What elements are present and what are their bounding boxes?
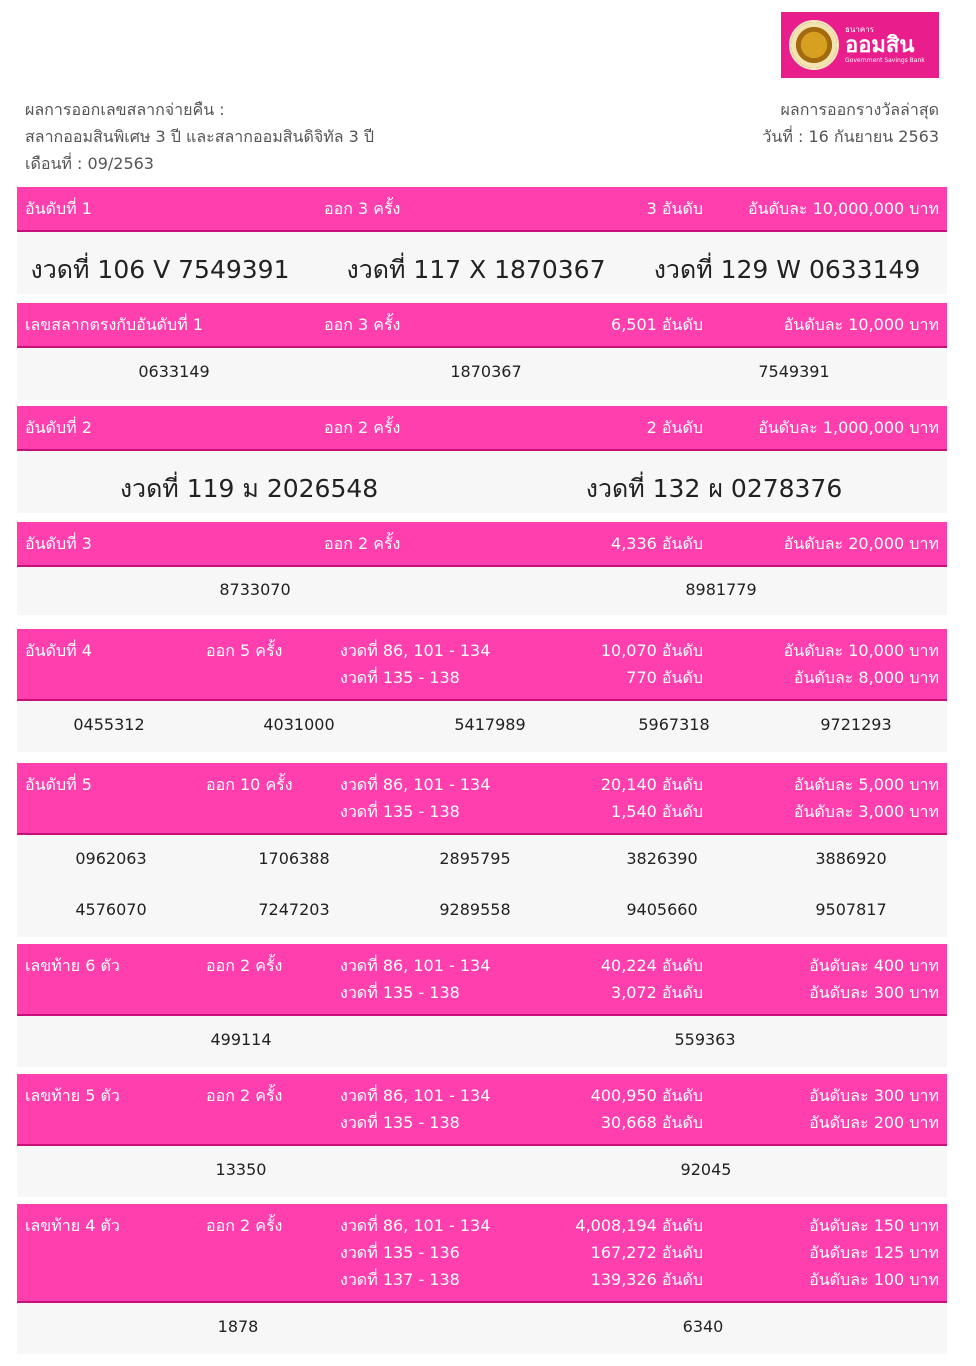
section-draws: ออก 5 ครั้ง bbox=[206, 641, 283, 660]
winning-number: 0455312 bbox=[73, 715, 145, 734]
section-title: เลขท้าย 6 ตัว bbox=[25, 956, 120, 975]
section-header-bar bbox=[17, 1204, 947, 1303]
seal-icon bbox=[789, 20, 839, 70]
section-period: งวดที่ 86, 101 - 134 bbox=[340, 956, 491, 975]
winning-number: งวดที่ 117 X 1870367 bbox=[346, 255, 606, 284]
section-period: งวดที่ 135 - 138 bbox=[340, 802, 460, 821]
logo-small: ธนาคาร bbox=[845, 25, 874, 34]
winning-number: 9289558 bbox=[439, 900, 511, 919]
section-count: 40,224 อันดับ bbox=[600, 956, 703, 975]
winning-number: 3886920 bbox=[815, 849, 887, 868]
winning-number: 7247203 bbox=[258, 900, 330, 919]
winning-number: 5417989 bbox=[454, 715, 526, 734]
section-header-bar bbox=[17, 629, 947, 701]
prize-section bbox=[17, 522, 947, 615]
winning-number: 5967318 bbox=[638, 715, 710, 734]
section-prize: อันดับละ 3,000 บาท bbox=[793, 802, 939, 821]
section-prize: อันดับละ 300 บาท bbox=[809, 1086, 939, 1105]
winning-number: 1706388 bbox=[258, 849, 330, 868]
section-header-bar bbox=[17, 1074, 947, 1146]
section-prize: อันดับละ 8,000 บาท bbox=[793, 668, 939, 687]
section-title: อันดับที่ 1 bbox=[25, 199, 92, 218]
section-title: อันดับที่ 2 bbox=[25, 418, 92, 437]
section-count: 2 อันดับ bbox=[646, 418, 703, 437]
section-period: งวดที่ 86, 101 - 134 bbox=[340, 1086, 491, 1105]
header-left bbox=[25, 96, 374, 177]
section-count: 4,008,194 อันดับ bbox=[575, 1216, 703, 1235]
section-numbers bbox=[17, 701, 947, 752]
header-left-line: เดือนที่ : 09/2563 bbox=[25, 154, 154, 173]
section-prize: อันดับละ 100 บาท bbox=[809, 1270, 939, 1289]
section-period: งวดที่ 135 - 136 bbox=[340, 1243, 460, 1262]
winning-number: 7549391 bbox=[758, 362, 830, 381]
section-count: 1,540 อันดับ bbox=[611, 802, 703, 821]
header-right-line: วันที่ : 16 กันยายน 2563 bbox=[762, 127, 939, 146]
winning-number: งวดที่ 132 ผ 0278376 bbox=[585, 474, 843, 503]
section-title: อันดับที่ 3 bbox=[25, 534, 92, 553]
winning-number: 499114 bbox=[210, 1030, 272, 1049]
section-period: งวดที่ 135 - 138 bbox=[340, 668, 460, 687]
section-title: เลขท้าย 4 ตัว bbox=[25, 1216, 120, 1235]
prize-section bbox=[17, 406, 947, 513]
section-period: งวดที่ 135 - 138 bbox=[340, 1113, 460, 1132]
winning-number: 9507817 bbox=[815, 900, 887, 919]
section-numbers bbox=[17, 451, 947, 513]
prize-section bbox=[17, 1204, 947, 1354]
prize-section bbox=[17, 187, 947, 294]
section-draws: ออก 2 ครั้ง bbox=[324, 418, 401, 437]
section-header-bar bbox=[17, 406, 947, 451]
section-prize: อันดับละ 10,000,000 บาท bbox=[748, 199, 939, 218]
section-period: งวดที่ 137 - 138 bbox=[340, 1270, 460, 1289]
header-right-line: ผลการออกรางวัลล่าสุด bbox=[780, 100, 939, 119]
section-numbers bbox=[17, 835, 947, 937]
section-prize: อันดับละ 10,000 บาท bbox=[783, 641, 939, 660]
header-right bbox=[762, 96, 939, 150]
prize-section bbox=[17, 944, 947, 1067]
section-draws: ออก 3 ครั้ง bbox=[324, 315, 401, 334]
winning-number: 9721293 bbox=[820, 715, 892, 734]
section-count: 167,272 อันดับ bbox=[590, 1243, 703, 1262]
winning-number: 8733070 bbox=[219, 580, 291, 599]
logo-name: ออมสิน bbox=[845, 33, 915, 58]
section-prize: อันดับละ 1,000,000 บาท bbox=[758, 418, 939, 437]
section-prize: อันดับละ 300 บาท bbox=[809, 983, 939, 1002]
section-draws: ออก 2 ครั้ง bbox=[206, 1086, 283, 1105]
header-left-line: ผลการออกเลขสลากจ่ายคืน : bbox=[25, 100, 225, 119]
section-prize: อันดับละ 10,000 บาท bbox=[783, 315, 939, 334]
section-numbers bbox=[17, 348, 947, 400]
winning-number: งวดที่ 106 V 7549391 bbox=[30, 255, 290, 284]
section-count: 20,140 อันดับ bbox=[600, 775, 703, 794]
section-count: 3 อันดับ bbox=[646, 199, 703, 218]
section-title: อันดับที่ 4 bbox=[25, 641, 92, 660]
section-period: งวดที่ 86, 101 - 134 bbox=[340, 1216, 491, 1235]
winning-number: 6340 bbox=[682, 1317, 724, 1336]
section-title: เลขสลากตรงกับอันดับที่ 1 bbox=[25, 315, 203, 334]
section-title: อันดับที่ 5 bbox=[25, 775, 92, 794]
section-draws: ออก 2 ครั้ง bbox=[324, 534, 401, 553]
section-prize: อันดับละ 400 บาท bbox=[809, 956, 939, 975]
section-count: 4,336 อันดับ bbox=[611, 534, 703, 553]
section-count: 139,326 อันดับ bbox=[590, 1270, 703, 1289]
prize-section bbox=[17, 763, 947, 937]
section-prize: อันดับละ 20,000 บาท bbox=[783, 534, 939, 553]
header-left-line: สลากออมสินพิเศษ 3 ปี และสลากออมสินดิจิทัล 3 ปี bbox=[25, 127, 375, 146]
winning-number: 92045 bbox=[680, 1160, 732, 1179]
section-prize: อันดับละ 125 บาท bbox=[809, 1243, 939, 1262]
winning-number: 1878 bbox=[217, 1317, 259, 1336]
winning-number: 8981779 bbox=[685, 580, 757, 599]
section-draws: ออก 2 ครั้ง bbox=[206, 956, 283, 975]
section-count: 3,072 อันดับ bbox=[611, 983, 703, 1002]
winning-number: 0962063 bbox=[75, 849, 147, 868]
section-draws: ออก 2 ครั้ง bbox=[206, 1216, 283, 1235]
winning-number: 3826390 bbox=[626, 849, 698, 868]
section-draws: ออก 3 ครั้ง bbox=[324, 199, 401, 218]
section-prize: อันดับละ 200 บาท bbox=[809, 1113, 939, 1132]
section-header-bar bbox=[17, 522, 947, 567]
section-period: งวดที่ 86, 101 - 134 bbox=[340, 641, 491, 660]
section-period: งวดที่ 86, 101 - 134 bbox=[340, 775, 491, 794]
winning-number: 13350 bbox=[215, 1160, 267, 1179]
section-header-bar bbox=[17, 944, 947, 1016]
winning-number: งวดที่ 129 W 0633149 bbox=[653, 255, 921, 284]
section-header-bar bbox=[17, 187, 947, 232]
section-prize: อันดับละ 150 บาท bbox=[809, 1216, 939, 1235]
section-count: 10,070 อันดับ bbox=[600, 641, 703, 660]
prize-section bbox=[17, 629, 947, 752]
section-count: 6,501 อันดับ bbox=[611, 315, 703, 334]
winning-number: 559363 bbox=[674, 1030, 736, 1049]
section-header-bar bbox=[17, 303, 947, 348]
winning-number: 4576070 bbox=[75, 900, 147, 919]
winning-number: 4031000 bbox=[263, 715, 335, 734]
gsb-logo bbox=[781, 12, 939, 78]
prize-section bbox=[17, 303, 947, 400]
section-numbers bbox=[17, 567, 947, 615]
section-period: งวดที่ 135 - 138 bbox=[340, 983, 460, 1002]
section-prize: อันดับละ 5,000 บาท bbox=[793, 775, 939, 794]
section-header-bar bbox=[17, 763, 947, 835]
section-numbers bbox=[17, 232, 947, 294]
section-numbers bbox=[17, 1016, 947, 1067]
section-draws: ออก 10 ครั้ง bbox=[206, 775, 293, 794]
section-count: 30,668 อันดับ bbox=[600, 1113, 703, 1132]
winning-number: 0633149 bbox=[138, 362, 210, 381]
section-count: 400,950 อันดับ bbox=[590, 1086, 703, 1105]
logo-en: Government Savings Bank bbox=[845, 57, 925, 64]
winning-number: 9405660 bbox=[626, 900, 698, 919]
winning-number: งวดที่ 119 ม 2026548 bbox=[119, 474, 379, 503]
winning-number: 2895795 bbox=[439, 849, 511, 868]
section-title: เลขท้าย 5 ตัว bbox=[25, 1086, 120, 1105]
section-numbers bbox=[17, 1146, 947, 1197]
section-count: 770 อันดับ bbox=[626, 668, 703, 687]
section-numbers bbox=[17, 1303, 947, 1354]
prize-section bbox=[17, 1074, 947, 1197]
winning-number: 1870367 bbox=[450, 362, 522, 381]
